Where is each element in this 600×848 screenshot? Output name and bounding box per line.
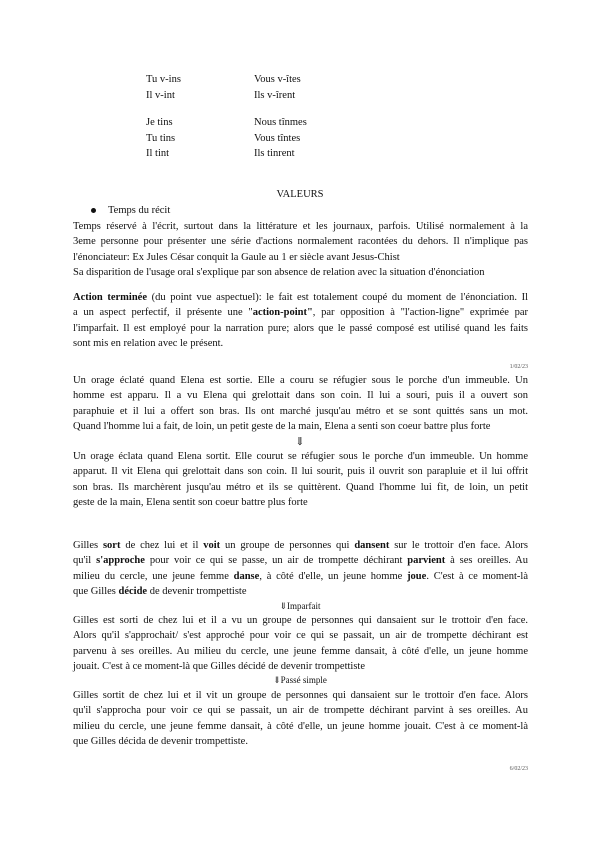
conj-cell: Vous tîntes bbox=[254, 132, 301, 144]
bold-verb: joue bbox=[407, 570, 427, 582]
text-run: , à côté d'elle, un jeune homme bbox=[259, 570, 408, 582]
bold-verb: voit bbox=[203, 540, 221, 551]
text-run: que Gilles bbox=[73, 586, 119, 598]
text-line: l'imparfait. Il est employé pour la narration pure; alors que le passé composé est utilisé quand les faits bbox=[73, 322, 528, 334]
conj-cell: Nous tînmes bbox=[254, 117, 307, 128]
text-run: un groupe de personnes qui bbox=[220, 540, 355, 551]
text-line: Alors qu'il s'approchait/ s'est approché pour voir ce qui se passait, un air de trompette déchirant est bbox=[73, 630, 528, 642]
text-line: son bras. Ils marchèrent jusqu'au métro et ils se quittèrent. Quand l'homme lui fit, de loin, un petit bbox=[73, 481, 528, 493]
conj-row bbox=[146, 146, 307, 162]
conj-row bbox=[146, 115, 307, 131]
bold-verb: décide bbox=[118, 586, 148, 598]
conj-row bbox=[146, 72, 307, 88]
bold-verb: danse bbox=[233, 570, 260, 582]
bullet-icon bbox=[91, 208, 96, 213]
paragraph-action-terminee bbox=[73, 290, 528, 352]
bold-verb: sort bbox=[102, 540, 121, 551]
text-line: geste de la main, Elena sentit son coeur battre plus forte bbox=[73, 497, 308, 509]
conj-row bbox=[146, 88, 307, 104]
text-run: sur le trottoir d'en face. Alors bbox=[389, 540, 528, 551]
paragraph-definition bbox=[73, 219, 528, 281]
text-line bbox=[73, 538, 528, 553]
text-line: qu'il s'approcha pour voir ce qui se passait, un air de trompette déchirant parvint à ses oreilles. Au bbox=[73, 705, 528, 717]
conj-cell: Ils tinrent bbox=[254, 148, 295, 159]
text-line: l'énonciateur: Ex Jules César conquit la Gaule au 1 er siècle avant Jesus-Chist bbox=[73, 251, 400, 263]
paragraph-imparfait-example bbox=[73, 613, 528, 675]
text-line: apparut. Il vit Elena qui grelottait dans son coin. Il lui sourit, puis il ouvrit son parapluie et il lui offrit bbox=[73, 466, 528, 478]
conjugation-table bbox=[146, 72, 307, 162]
conj-cell: Je tins bbox=[146, 117, 173, 128]
text-run: à ses oreilles. Au bbox=[445, 555, 528, 567]
bold-term: action-point" bbox=[252, 307, 313, 319]
text-run: milieu du cercle, une jeune femme bbox=[73, 570, 234, 582]
conj-cell: Il tint bbox=[146, 148, 170, 159]
bullet-item bbox=[91, 205, 170, 216]
text-line bbox=[73, 584, 528, 599]
text-line: Temps réservé à l'écrit, surtout dans la littérature et les journaux, parfois. Utilisé normalement à la bbox=[73, 221, 528, 232]
bullet-label: Temps du récit bbox=[108, 205, 171, 216]
text-line: Quand l'homme lui a fait, de loin, un petit geste de la main, Elena a senti son coeur battre plus forte bbox=[73, 421, 491, 433]
date-note: 1/02/23 bbox=[509, 364, 528, 370]
bold-verb: parvient bbox=[407, 555, 446, 567]
text-line: sont mis en relation avec le présent. bbox=[73, 338, 224, 350]
conj-row bbox=[146, 131, 307, 147]
text-run: (du point vue aspectuel): le fait est totalement coupé du moment de l'énonciation. Il bbox=[147, 292, 528, 303]
conj-cell: Il v-int bbox=[146, 89, 175, 101]
conj-spacer bbox=[146, 103, 307, 115]
bold-verb: dansent bbox=[354, 540, 390, 551]
section-heading: VALEURS bbox=[276, 189, 324, 200]
text-line bbox=[73, 569, 528, 584]
paragraph-passe-compose-example bbox=[73, 373, 528, 435]
text-line bbox=[73, 305, 528, 320]
conj-cell: Tu v-ins bbox=[146, 74, 181, 85]
paragraph-passe-simple-example-2 bbox=[73, 688, 528, 750]
paragraph-present-example bbox=[73, 538, 528, 600]
text-line: Gilles est sorti de chez lui et il a vu un groupe de personnes qui dansaient sur le trottoir d'en face. bbox=[73, 615, 528, 626]
text-run: de devenir trompettiste bbox=[147, 586, 247, 598]
text-line: paraphuie et il lui a offert son bras. Ils ont marché jusqu'au métro et se sont quittés sans un mot. bbox=[73, 405, 528, 417]
text-line: parvenu à ses oreilles. Au milieu du cercle, une jeune femme dansait, à côté d'elle, un jeune homme bbox=[73, 645, 528, 657]
imparfait-arrow-label: ⇓Imparfait bbox=[279, 601, 321, 611]
text-line: Un orage éclaté quand Elena est sortie. Elle a couru se réfugier sous le porche d'un immeuble. Un bbox=[73, 375, 528, 386]
text-line bbox=[73, 290, 528, 305]
text-run: pour voir ce qui se passe, un air de trompette déchirant bbox=[144, 555, 408, 567]
text-line bbox=[73, 553, 528, 568]
date-note: 6/02/23 bbox=[509, 766, 528, 772]
text-line: Gilles sortit de chez lui et il vit un groupe de personnes qui dansaient sur le trottoir d'en face. Alors bbox=[73, 690, 528, 701]
text-run: , par opposition à "l'action-ligne" exprimée par bbox=[312, 307, 528, 319]
text-line: Sa disparition de l'usage oral s'explique par son absence de relation avec la situation d'énonciation bbox=[73, 267, 485, 279]
text-line: milieu du cercle, une jeune femme dansait, à côté d'elle, un jeune homme jouait. C'est à ce moment-là bbox=[73, 720, 528, 732]
text-run: de chez lui et il bbox=[120, 540, 204, 551]
text-line: que Gilles décida de devenir trompettiste. bbox=[73, 736, 248, 748]
text-line: 3eme personne pour présenter une série d'actions normalement racontées du dehors. Il n'implique pas bbox=[73, 236, 528, 248]
text-line: jouait. C'est à ce moment-là que Gilles décidé de devenir trompettiste bbox=[73, 661, 366, 673]
text-run: qu'il bbox=[73, 555, 97, 567]
down-arrow-icon: ⇓ bbox=[295, 436, 305, 448]
bold-term: Action terminée bbox=[73, 292, 147, 303]
conj-cell: Tu tins bbox=[146, 132, 176, 144]
text-line: Un orage éclata quand Elena sortit. Elle courut se réfugier sous le porche d'un immeuble. Un homme bbox=[73, 451, 528, 462]
paragraph-passe-simple-example bbox=[73, 449, 528, 511]
conj-cell: Ils v-îrent bbox=[254, 89, 296, 101]
bold-verb: s'approche bbox=[96, 555, 145, 567]
text-run: . C'est à ce moment-là bbox=[426, 570, 529, 582]
conj-cell: Vous v-îtes bbox=[254, 74, 301, 85]
text-run: a un aspect perfectif, il présente une " bbox=[73, 307, 253, 319]
text-line: homme est apparu. Il a vu Elena qui grelottait dans son coin. Il lui a souri, puis il a ouvert son bbox=[73, 390, 528, 402]
text-run: Gilles bbox=[73, 540, 103, 551]
passe-simple-arrow-label: ⇓Passé simple bbox=[273, 675, 327, 685]
